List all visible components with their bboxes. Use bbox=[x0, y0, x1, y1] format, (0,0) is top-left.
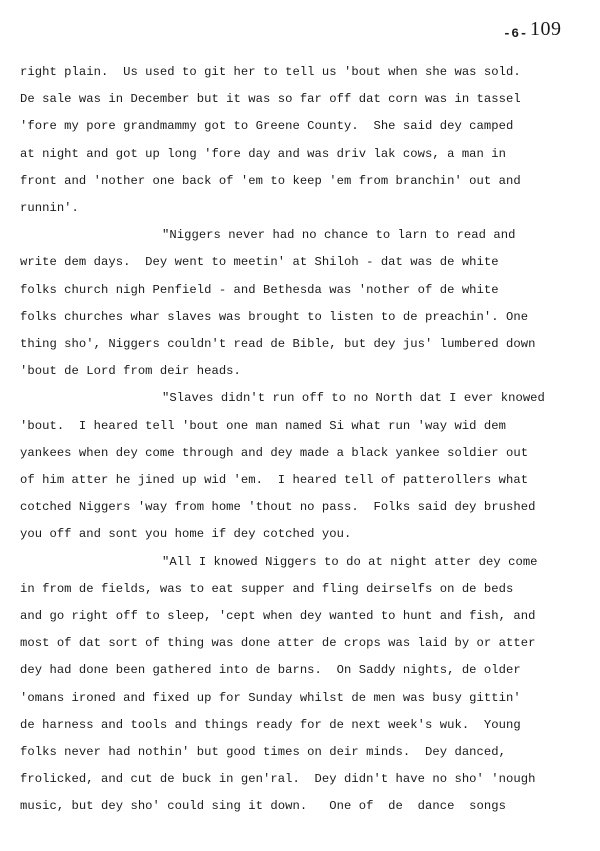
text-line: dey had done been gathered into de barns. On Saddy nights, de older bbox=[20, 663, 521, 678]
text-line: "All I knowed Niggers to do at night atter dey come bbox=[162, 554, 538, 569]
text-line: 'fore my pore grandmammy got to Greene County. She said dey camped bbox=[20, 119, 514, 134]
page-number: 109 bbox=[530, 18, 562, 40]
text-line: 'omans ironed and fixed up for Sunday whilst de men was busy gittin' bbox=[20, 690, 521, 705]
text-line: right plain. Us used to git her to tell us 'bout when she was sold. bbox=[20, 65, 521, 79]
text-line: of him atter he jined up wid 'em. I heared tell of patterollers what bbox=[20, 473, 529, 487]
text-line: and go right off to sleep, 'cept when dey wanted to hunt and fish, and bbox=[20, 609, 536, 623]
text-line: thing sho', Niggers couldn't read de Bible, but dey jus' lumbered down bbox=[20, 337, 536, 351]
text-line: at night and got up long 'fore day and was driv lak cows, a man in bbox=[20, 146, 507, 161]
text-line: de harness and tools and things ready for de next week's wuk. Young bbox=[20, 717, 521, 732]
text-line: front and 'nother one back of 'em to keep 'em from branchin' out and bbox=[20, 173, 521, 188]
text-line: frolicked, and cut de buck in gen'ral. Dey didn't have no sho' 'nough bbox=[20, 772, 536, 787]
section-marker: -6- bbox=[503, 26, 528, 41]
text-line: folks churches whar slaves was brought to listen to de preachin'. One bbox=[20, 309, 529, 324]
text-line: folks never had nothin' but good times on deir minds. Dey danced, bbox=[20, 745, 507, 759]
text-line: "Niggers never had no chance to larn to read and bbox=[162, 228, 516, 243]
text-line: cotched Niggers 'way from home 'thout no pass. Folks said dey brushed bbox=[20, 500, 536, 515]
text-line: most of dat sort of thing was done atter de crops was laid by or atter bbox=[20, 636, 536, 651]
text-line: in from de fields, was to eat supper and fling deirselfs on de beds bbox=[20, 581, 514, 596]
text-line: 'bout de Lord from deir heads. bbox=[20, 364, 241, 379]
text-line: you off and sont you home if dey cotched you. bbox=[20, 527, 352, 542]
text-line: music, but dey sho' could sing it down. One of de dance songs bbox=[20, 799, 507, 814]
page-header bbox=[0, 18, 600, 48]
text-line: 'bout. I heared tell 'bout one man named Si what run 'way wid dem bbox=[20, 418, 507, 433]
text-line: yankees when dey come through and dey made a black yankee soldier out bbox=[20, 445, 529, 460]
text-line: folks church nigh Penfield - and Bethesda was 'nother of de white bbox=[20, 282, 499, 297]
text-line: "Slaves didn't run off to no North dat I ever knowed bbox=[162, 391, 545, 406]
text-line: runnin'. bbox=[20, 201, 79, 215]
text-line: De sale was in December but it was so far off dat corn was in tassel bbox=[20, 92, 521, 107]
text-line: write dem days. Dey went to meetin' at Shiloh - dat was de white bbox=[20, 255, 499, 270]
